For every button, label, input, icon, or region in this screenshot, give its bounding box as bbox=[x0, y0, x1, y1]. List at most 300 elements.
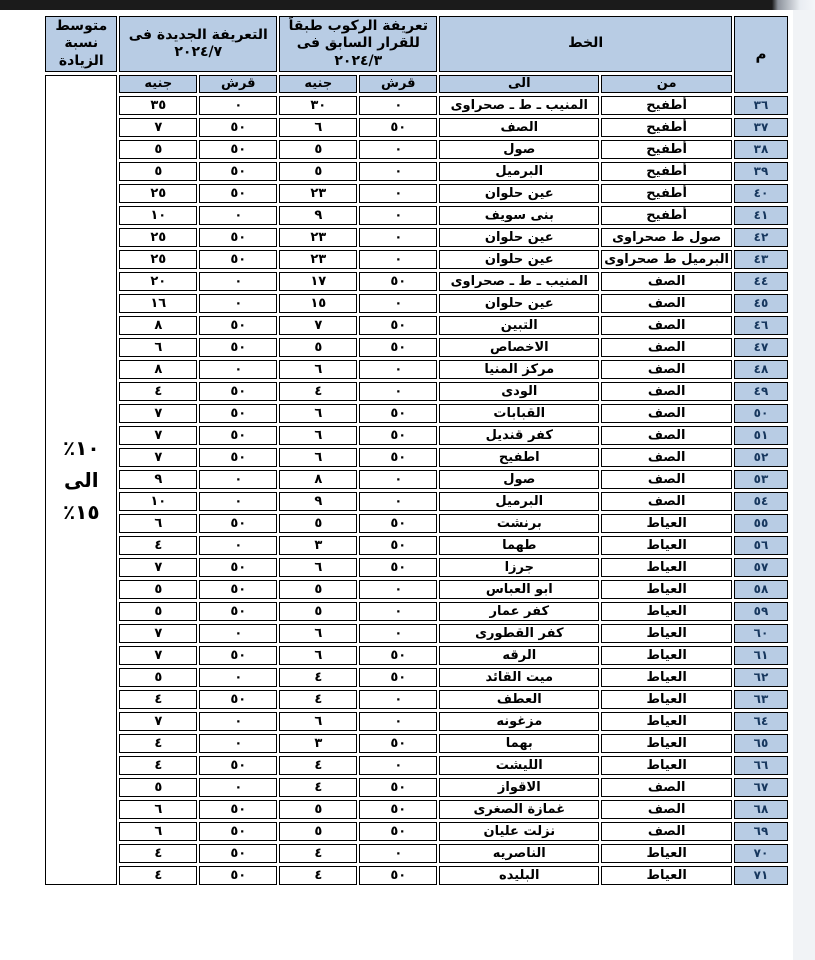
row-old-piaster: ٥٠ bbox=[359, 778, 437, 797]
row-to: الودى bbox=[439, 382, 599, 401]
table-row bbox=[45, 250, 788, 269]
row-serial: ٤٦ bbox=[734, 316, 788, 335]
row-old-pound: ٦ bbox=[279, 360, 357, 379]
row-old-pound: ٥ bbox=[279, 580, 357, 599]
row-new-piaster: ٠ bbox=[199, 778, 277, 797]
row-to: البرميل bbox=[439, 492, 599, 511]
row-old-pound: ٩ bbox=[279, 206, 357, 225]
table-row bbox=[45, 316, 788, 335]
row-from: الصف bbox=[601, 470, 732, 489]
col-header-serial: م bbox=[734, 16, 788, 93]
row-old-piaster: ٠ bbox=[359, 140, 437, 159]
row-from: العياط bbox=[601, 690, 732, 709]
row-old-piaster: ٥٠ bbox=[359, 514, 437, 533]
row-old-pound: ١٧ bbox=[279, 272, 357, 291]
row-new-piaster: ٥٠ bbox=[199, 228, 277, 247]
table-row bbox=[45, 558, 788, 577]
row-new-pound: ٢٥ bbox=[119, 228, 197, 247]
row-serial: ٥٩ bbox=[734, 602, 788, 621]
row-old-piaster: ٥٠ bbox=[359, 668, 437, 687]
row-new-piaster: ٥٠ bbox=[199, 448, 277, 467]
row-from: العياط bbox=[601, 580, 732, 599]
row-new-piaster: ٥٠ bbox=[199, 756, 277, 775]
row-serial: ٦٧ bbox=[734, 778, 788, 797]
table-row bbox=[45, 844, 788, 863]
row-serial: ٣٨ bbox=[734, 140, 788, 159]
row-serial: ٥٢ bbox=[734, 448, 788, 467]
row-new-piaster: ٥٠ bbox=[199, 646, 277, 665]
row-from: العياط bbox=[601, 558, 732, 577]
table-row bbox=[45, 756, 788, 775]
row-old-piaster: ٥٠ bbox=[359, 646, 437, 665]
row-old-piaster: ٥٠ bbox=[359, 118, 437, 137]
row-new-piaster: ٠ bbox=[199, 294, 277, 313]
row-to: الناصريه bbox=[439, 844, 599, 863]
row-serial: ٧١ bbox=[734, 866, 788, 885]
increase-range-cell bbox=[45, 75, 117, 885]
row-old-piaster: ٠ bbox=[359, 206, 437, 225]
row-to: صول bbox=[439, 140, 599, 159]
table-row bbox=[45, 338, 788, 357]
table-row bbox=[45, 448, 788, 467]
row-new-piaster: ٥٠ bbox=[199, 558, 277, 577]
row-new-piaster: ٠ bbox=[199, 360, 277, 379]
row-old-pound: ٦ bbox=[279, 624, 357, 643]
row-from: العياط bbox=[601, 602, 732, 621]
row-old-pound: ٩ bbox=[279, 492, 357, 511]
row-from: الصف bbox=[601, 448, 732, 467]
row-old-pound: ٤ bbox=[279, 844, 357, 863]
table-row bbox=[45, 514, 788, 533]
row-new-pound: ٧ bbox=[119, 712, 197, 731]
row-to: المنيب ـ ط ـ صحراوى bbox=[439, 96, 599, 115]
row-from: الصف bbox=[601, 426, 732, 445]
row-old-pound: ٦ bbox=[279, 404, 357, 423]
row-new-pound: ٧ bbox=[119, 404, 197, 423]
row-old-pound: ٤ bbox=[279, 756, 357, 775]
table-row bbox=[45, 822, 788, 841]
row-old-piaster: ٠ bbox=[359, 250, 437, 269]
row-old-piaster: ٥٠ bbox=[359, 272, 437, 291]
row-serial: ٥٤ bbox=[734, 492, 788, 511]
table-row bbox=[45, 162, 788, 181]
row-from: العياط bbox=[601, 668, 732, 687]
row-new-piaster: ٥٠ bbox=[199, 250, 277, 269]
row-new-pound: ٤ bbox=[119, 844, 197, 863]
row-new-piaster: ٥٠ bbox=[199, 514, 277, 533]
row-new-piaster: ٥٠ bbox=[199, 800, 277, 819]
row-new-piaster: ٠ bbox=[199, 734, 277, 753]
row-old-piaster: ٥٠ bbox=[359, 316, 437, 335]
row-new-pound: ٢٠ bbox=[119, 272, 197, 291]
row-new-piaster: ٥٠ bbox=[199, 426, 277, 445]
row-serial: ٣٧ bbox=[734, 118, 788, 137]
row-old-pound: ٤ bbox=[279, 690, 357, 709]
row-old-pound: ٣ bbox=[279, 536, 357, 555]
row-new-piaster: ٠ bbox=[199, 668, 277, 687]
row-new-pound: ٥ bbox=[119, 778, 197, 797]
row-old-piaster: ٠ bbox=[359, 492, 437, 511]
row-new-pound: ٥ bbox=[119, 668, 197, 687]
row-old-pound: ٦ bbox=[279, 712, 357, 731]
row-to: البرميل bbox=[439, 162, 599, 181]
row-from: العياط bbox=[601, 866, 732, 885]
row-old-pound: ٥ bbox=[279, 602, 357, 621]
row-to: القبابات bbox=[439, 404, 599, 423]
row-old-piaster: ٠ bbox=[359, 844, 437, 863]
col-header-new-tariff: التعريفة الجديدة فى ٢٠٢٤/٧ bbox=[119, 16, 277, 72]
row-serial: ٤٤ bbox=[734, 272, 788, 291]
row-new-pound: ٤ bbox=[119, 866, 197, 885]
table-row bbox=[45, 426, 788, 445]
row-new-pound: ٧ bbox=[119, 646, 197, 665]
row-from: الصف bbox=[601, 404, 732, 423]
row-serial: ٦٠ bbox=[734, 624, 788, 643]
row-new-pound: ٤ bbox=[119, 382, 197, 401]
row-to: البليده bbox=[439, 866, 599, 885]
row-old-pound: ٤ bbox=[279, 866, 357, 885]
row-old-piaster: ٠ bbox=[359, 184, 437, 203]
row-to: الصف bbox=[439, 118, 599, 137]
row-old-piaster: ٥٠ bbox=[359, 822, 437, 841]
row-new-pound: ٩ bbox=[119, 470, 197, 489]
col-header-old-pound: جنيه bbox=[279, 75, 357, 93]
row-to: عين حلوان bbox=[439, 250, 599, 269]
row-old-piaster: ٥٠ bbox=[359, 800, 437, 819]
row-old-piaster: ٠ bbox=[359, 602, 437, 621]
row-new-pound: ٧ bbox=[119, 558, 197, 577]
row-to: الاخصاص bbox=[439, 338, 599, 357]
row-to: الرقه bbox=[439, 646, 599, 665]
row-to: كفر عمار bbox=[439, 602, 599, 621]
row-new-piaster: ٥٠ bbox=[199, 140, 277, 159]
row-new-piaster: ٥٠ bbox=[199, 316, 277, 335]
row-new-piaster: ٠ bbox=[199, 536, 277, 555]
row-serial: ٤٥ bbox=[734, 294, 788, 313]
row-to: العطف bbox=[439, 690, 599, 709]
row-old-piaster: ٠ bbox=[359, 360, 437, 379]
row-to: جرزا bbox=[439, 558, 599, 577]
row-old-pound: ٥ bbox=[279, 800, 357, 819]
row-to: مركز المنيا bbox=[439, 360, 599, 379]
row-serial: ٤٣ bbox=[734, 250, 788, 269]
row-new-piaster: ٠ bbox=[199, 492, 277, 511]
row-old-piaster: ٠ bbox=[359, 96, 437, 115]
table-row bbox=[45, 624, 788, 643]
row-from: أطفيح bbox=[601, 184, 732, 203]
row-to: كفر قنديل bbox=[439, 426, 599, 445]
table-row bbox=[45, 536, 788, 555]
row-new-pound: ٧ bbox=[119, 426, 197, 445]
row-to: نزلت عليان bbox=[439, 822, 599, 841]
row-old-piaster: ٥٠ bbox=[359, 734, 437, 753]
row-new-pound: ٣٥ bbox=[119, 96, 197, 115]
table-row bbox=[45, 272, 788, 291]
row-new-pound: ٤ bbox=[119, 536, 197, 555]
row-old-piaster: ٥٠ bbox=[359, 426, 437, 445]
row-old-pound: ٦ bbox=[279, 118, 357, 137]
col-header-old-piaster: قرش bbox=[359, 75, 437, 93]
row-old-piaster: ٥٠ bbox=[359, 338, 437, 357]
row-new-pound: ٤ bbox=[119, 734, 197, 753]
row-old-piaster: ٠ bbox=[359, 690, 437, 709]
table-row bbox=[45, 800, 788, 819]
row-from: أطفيح bbox=[601, 96, 732, 115]
row-new-pound: ٨ bbox=[119, 316, 197, 335]
row-old-piaster: ٠ bbox=[359, 756, 437, 775]
row-old-pound: ٥ bbox=[279, 338, 357, 357]
header-row-units bbox=[45, 75, 788, 93]
row-serial: ٦٣ bbox=[734, 690, 788, 709]
row-new-pound: ٧ bbox=[119, 118, 197, 137]
row-new-pound: ١٠ bbox=[119, 206, 197, 225]
row-serial: ٦٥ bbox=[734, 734, 788, 753]
row-old-piaster: ٠ bbox=[359, 712, 437, 731]
row-new-pound: ٦ bbox=[119, 514, 197, 533]
row-new-piaster: ٥٠ bbox=[199, 822, 277, 841]
row-from: أطفيح bbox=[601, 118, 732, 137]
row-old-piaster: ٥٠ bbox=[359, 448, 437, 467]
row-new-pound: ٥ bbox=[119, 162, 197, 181]
row-new-piaster: ٠ bbox=[199, 712, 277, 731]
col-header-new-pound: جنيه bbox=[119, 75, 197, 93]
row-new-pound: ٥ bbox=[119, 140, 197, 159]
table-row bbox=[45, 712, 788, 731]
table-row bbox=[45, 96, 788, 115]
row-old-piaster: ٠ bbox=[359, 294, 437, 313]
row-new-pound: ١٠ bbox=[119, 492, 197, 511]
row-serial: ٥١ bbox=[734, 426, 788, 445]
row-serial: ٥٠ bbox=[734, 404, 788, 423]
row-old-pound: ٥ bbox=[279, 140, 357, 159]
row-old-pound: ٥ bbox=[279, 162, 357, 181]
row-from: الصف bbox=[601, 822, 732, 841]
row-old-piaster: ٠ bbox=[359, 580, 437, 599]
row-to: المنيب ـ ط ـ صحراوى bbox=[439, 272, 599, 291]
increase-value-high: ١٥٪ bbox=[62, 500, 100, 524]
row-to: عين حلوان bbox=[439, 184, 599, 203]
row-old-pound: ٣٠ bbox=[279, 96, 357, 115]
row-new-piaster: ٥٠ bbox=[199, 866, 277, 885]
row-from: الصف bbox=[601, 294, 732, 313]
row-serial: ٣٩ bbox=[734, 162, 788, 181]
row-serial: ٦١ bbox=[734, 646, 788, 665]
row-serial: ٤٨ bbox=[734, 360, 788, 379]
row-from: الصف bbox=[601, 272, 732, 291]
row-serial: ٦٢ bbox=[734, 668, 788, 687]
row-from: الصف bbox=[601, 492, 732, 511]
row-old-piaster: ٠ bbox=[359, 162, 437, 181]
row-to: ميت القائد bbox=[439, 668, 599, 687]
row-old-pound: ٦ bbox=[279, 426, 357, 445]
table-row bbox=[45, 294, 788, 313]
row-new-pound: ٢٥ bbox=[119, 250, 197, 269]
row-from: العياط bbox=[601, 734, 732, 753]
table-row bbox=[45, 492, 788, 511]
row-new-pound: ٢٥ bbox=[119, 184, 197, 203]
row-new-piaster: ٠ bbox=[199, 470, 277, 489]
table-row bbox=[45, 602, 788, 621]
row-from: العياط bbox=[601, 514, 732, 533]
row-serial: ٥٣ bbox=[734, 470, 788, 489]
row-old-pound: ٨ bbox=[279, 470, 357, 489]
row-old-pound: ٢٣ bbox=[279, 250, 357, 269]
row-from: الصف bbox=[601, 316, 732, 335]
row-serial: ٦٩ bbox=[734, 822, 788, 841]
row-new-piaster: ٠ bbox=[199, 96, 277, 115]
row-old-pound: ٥ bbox=[279, 514, 357, 533]
row-from: أطفيح bbox=[601, 140, 732, 159]
row-new-pound: ٦ bbox=[119, 338, 197, 357]
row-old-piaster: ٠ bbox=[359, 624, 437, 643]
row-old-pound: ٤ bbox=[279, 382, 357, 401]
row-from: العياط bbox=[601, 624, 732, 643]
row-from: العياط bbox=[601, 712, 732, 731]
row-to: مزغونه bbox=[439, 712, 599, 731]
page-right-margin bbox=[793, 10, 815, 960]
table-row bbox=[45, 580, 788, 599]
row-new-piaster: ٥٠ bbox=[199, 382, 277, 401]
row-to: الليشت bbox=[439, 756, 599, 775]
row-new-piaster: ٥٠ bbox=[199, 580, 277, 599]
row-to: اطفيح bbox=[439, 448, 599, 467]
row-new-piaster: ٥٠ bbox=[199, 690, 277, 709]
row-old-pound: ٤ bbox=[279, 668, 357, 687]
row-old-pound: ٤ bbox=[279, 778, 357, 797]
row-new-piaster: ٥٠ bbox=[199, 844, 277, 863]
row-to: عين حلوان bbox=[439, 294, 599, 313]
row-to: عين حلوان bbox=[439, 228, 599, 247]
row-old-pound: ٦ bbox=[279, 646, 357, 665]
row-old-piaster: ٥٠ bbox=[359, 866, 437, 885]
row-old-pound: ٦ bbox=[279, 448, 357, 467]
row-serial: ٣٦ bbox=[734, 96, 788, 115]
row-from: العياط bbox=[601, 536, 732, 555]
col-header-new-piaster: قرش bbox=[199, 75, 277, 93]
row-new-piaster: ٥٠ bbox=[199, 118, 277, 137]
top-dark-bar bbox=[0, 0, 815, 10]
row-from: أطفيح bbox=[601, 206, 732, 225]
table-row bbox=[45, 382, 788, 401]
row-from: البرميل ط صحراوى bbox=[601, 250, 732, 269]
row-new-piaster: ٠ bbox=[199, 624, 277, 643]
col-header-increase: متوسط نسبة الزيادة bbox=[45, 16, 117, 72]
increase-to-label: الى bbox=[63, 468, 99, 492]
row-serial: ٥٨ bbox=[734, 580, 788, 599]
row-new-pound: ٤ bbox=[119, 756, 197, 775]
row-serial: ٤٢ bbox=[734, 228, 788, 247]
table-row bbox=[45, 404, 788, 423]
row-from: الصف bbox=[601, 778, 732, 797]
row-to: بهما bbox=[439, 734, 599, 753]
row-serial: ٧٠ bbox=[734, 844, 788, 863]
table-row bbox=[45, 470, 788, 489]
row-from: العياط bbox=[601, 844, 732, 863]
row-to: طهما bbox=[439, 536, 599, 555]
table-row bbox=[45, 140, 788, 159]
row-new-pound: ٥ bbox=[119, 602, 197, 621]
row-old-piaster: ٥٠ bbox=[359, 536, 437, 555]
row-to: بنى سويف bbox=[439, 206, 599, 225]
row-new-piaster: ٠ bbox=[199, 206, 277, 225]
row-from: العياط bbox=[601, 756, 732, 775]
row-serial: ٦٨ bbox=[734, 800, 788, 819]
table-row bbox=[45, 690, 788, 709]
row-from: العياط bbox=[601, 646, 732, 665]
row-new-piaster: ٥٠ bbox=[199, 162, 277, 181]
col-header-from: من bbox=[601, 75, 732, 93]
row-new-pound: ٥ bbox=[119, 580, 197, 599]
row-from: أطفيح bbox=[601, 162, 732, 181]
row-old-pound: ٦ bbox=[279, 558, 357, 577]
row-new-piaster: ٥٠ bbox=[199, 404, 277, 423]
table-row bbox=[45, 778, 788, 797]
table-row bbox=[45, 228, 788, 247]
row-old-piaster: ٠ bbox=[359, 382, 437, 401]
table-row bbox=[45, 184, 788, 203]
increase-value-low: ١٠٪ bbox=[62, 436, 100, 460]
row-old-pound: ٢٣ bbox=[279, 184, 357, 203]
row-new-pound: ٧ bbox=[119, 624, 197, 643]
row-old-pound: ٢٣ bbox=[279, 228, 357, 247]
table-row bbox=[45, 118, 788, 137]
table-row bbox=[45, 360, 788, 379]
row-from: الصف bbox=[601, 382, 732, 401]
row-serial: ٥٥ bbox=[734, 514, 788, 533]
row-from: الصف bbox=[601, 338, 732, 357]
col-header-line: الخط bbox=[439, 16, 732, 72]
table-row bbox=[45, 734, 788, 753]
row-serial: ٦٤ bbox=[734, 712, 788, 731]
row-new-piaster: ٥٠ bbox=[199, 602, 277, 621]
row-to: كفر القطورى bbox=[439, 624, 599, 643]
row-old-pound: ١٥ bbox=[279, 294, 357, 313]
row-to: غمازة الصغرى bbox=[439, 800, 599, 819]
table-row bbox=[45, 668, 788, 687]
row-to: برنشت bbox=[439, 514, 599, 533]
row-old-pound: ٣ bbox=[279, 734, 357, 753]
row-from: صول ط صحراوى bbox=[601, 228, 732, 247]
row-to: الاقواز bbox=[439, 778, 599, 797]
row-serial: ٥٧ bbox=[734, 558, 788, 577]
row-to: ابو العباس bbox=[439, 580, 599, 599]
row-serial: ٥٦ bbox=[734, 536, 788, 555]
row-to: صول bbox=[439, 470, 599, 489]
table-row bbox=[45, 866, 788, 885]
row-new-pound: ٦ bbox=[119, 822, 197, 841]
row-old-piaster: ٠ bbox=[359, 470, 437, 489]
row-old-piaster: ٥٠ bbox=[359, 558, 437, 577]
col-header-old-tariff: تعريفة الركوب طبقاً للقرار السابق فى ٢٠٢٤/٣ bbox=[279, 16, 437, 72]
row-from: الصف bbox=[601, 360, 732, 379]
col-header-to: الى bbox=[439, 75, 599, 93]
table-row bbox=[45, 646, 788, 665]
row-new-piaster: ٥٠ bbox=[199, 338, 277, 357]
row-old-pound: ٧ bbox=[279, 316, 357, 335]
row-serial: ٤١ bbox=[734, 206, 788, 225]
row-old-piaster: ٠ bbox=[359, 228, 437, 247]
fare-table bbox=[43, 13, 790, 888]
row-new-piaster: ٥٠ bbox=[199, 184, 277, 203]
header-row-groups bbox=[45, 16, 788, 72]
row-from: الصف bbox=[601, 800, 732, 819]
row-old-piaster: ٥٠ bbox=[359, 404, 437, 423]
row-serial: ٦٦ bbox=[734, 756, 788, 775]
row-old-pound: ٥ bbox=[279, 822, 357, 841]
row-to: التبين bbox=[439, 316, 599, 335]
row-new-pound: ٤ bbox=[119, 690, 197, 709]
table-row bbox=[45, 206, 788, 225]
